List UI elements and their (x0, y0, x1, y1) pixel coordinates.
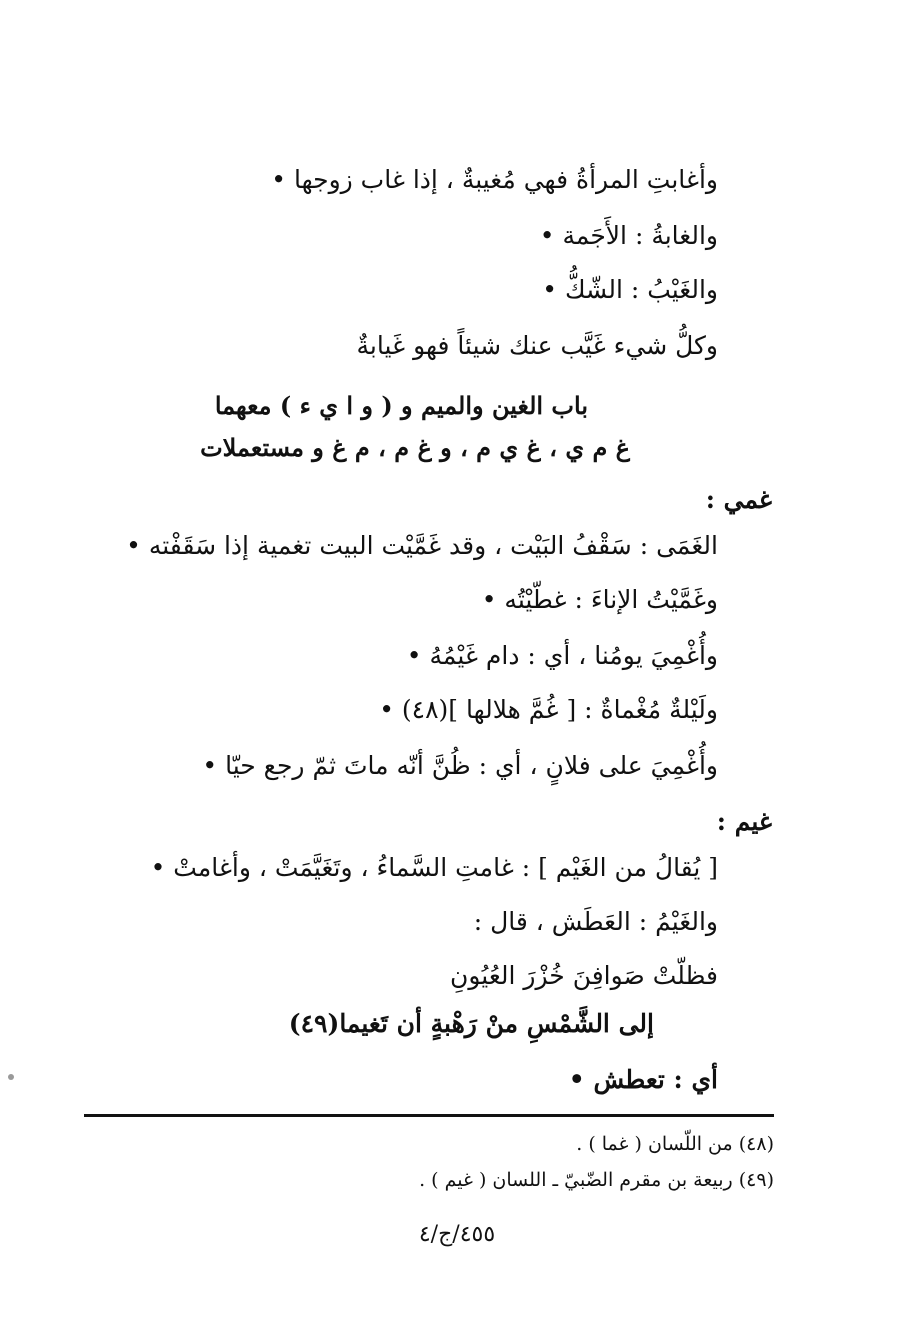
text-line: وأُغْمِيَ يومُنا ، أي : دام غَيْمُهُ • (406, 641, 718, 670)
text-line: وأُغْمِيَ على فلانٍ ، أي : ظُنَّ أنّه ماتَ ثمّ رجع حيّا • (202, 751, 718, 780)
chapter-title: باب الغين والميم و ( و ا ي ء ) معهما (214, 391, 588, 420)
text-line: وأغابتِ المرأةُ فهي مُغيبةٌ ، إذا غاب زوجها • (271, 165, 718, 194)
footnote: (٤٨) من اللّسان ( غما ) . (576, 1133, 774, 1155)
text-line: أي : تعطش • (568, 1065, 718, 1094)
footnote-divider (84, 1114, 774, 1117)
text-line: ولَيْلةٌ مُغْماةٌ : [ غُمَّ هلالها ](٤٨) • (379, 695, 718, 724)
verse-line: فظلّتْ صَوافِنَ خُزْرَ العُيُونِ (450, 961, 718, 990)
page-number: ٤٥٥/ج/٤ (418, 1222, 496, 1247)
text-line: وغَمَّيْتُ الإناءَ : غطّيْتُه • (481, 585, 718, 614)
section-head-ghym: غيم : (716, 807, 772, 836)
text-line: والغَيْمُ : العَطَش ، قال : (473, 907, 718, 936)
text-line: [ يُقالُ من الغَيْم ] : غامتِ السَّماءُ ، وتَغَيَّمَتْ ، وأغامتْ • (150, 853, 718, 882)
verse-line: إلى الشَّمْسِ منْ رَهْبةٍ أن تَغيما(٤٩) (288, 1009, 654, 1038)
text-line: والغَيْبُ : الشّكُّ • (542, 275, 718, 304)
footnote: (٤٩) ربيعة بن مقرم الضّبيّ ـ اللسان ( غيم ) . (419, 1169, 774, 1191)
scan-speck (8, 1074, 14, 1080)
text-line: وكلُّ شيء غَيَّب عنك شيئاً فهو غَيابةٌ (356, 331, 718, 360)
section-head-ghmy: غمي : (705, 485, 772, 514)
text-line: الغَمَى : سَقْفُ البَيْت ، وقد غَمَّيْت البيت تغمية إذا سَقَفْته • (126, 531, 718, 560)
text-line: والغابةُ : الأَجَمة • (539, 221, 718, 250)
chapter-subtitle: غ م ي ، غ ي م ، و غ م ، م غ و مستعملات (200, 433, 630, 462)
